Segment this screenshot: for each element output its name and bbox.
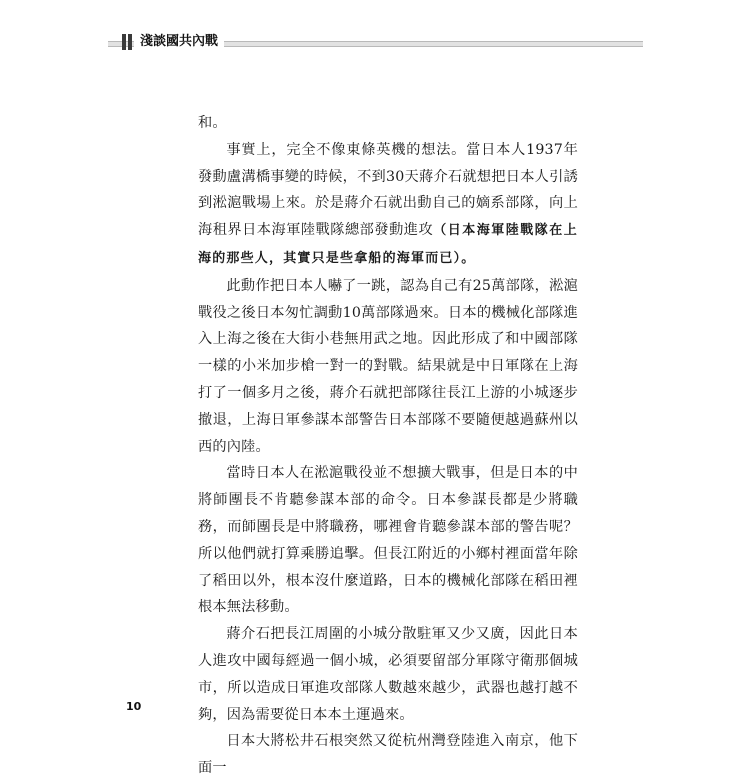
header-tick-mark bbox=[122, 34, 126, 50]
page-number: 10 bbox=[126, 700, 142, 713]
book-title: 淺談國共內戰 bbox=[134, 32, 224, 52]
paragraph-4: 當時日本人在淞滬戰役並不想擴大戰事，但是日本的中將師團長不肯聽參謀本部的命令。日本參謀長都是少將職務，而師團長是中將職務，哪裡會肯聽參謀本部的警告呢？所以他們就打算乘勝追擊。但長江附近的小鄉村裡面當年除了稻田以外，根本沒什麼道路，日本的機械化部隊在稻田裡根本無法移動。 bbox=[198, 465, 578, 616]
paragraph-2: 事實上，完全不像東條英機的想法。當日本人1937年發動盧溝橋事變的時候，不到30天蔣介石就想把日本人引誘到淞滬戰場上來。於是蔣介石就出動自己的嫡系部隊，向上海租界日本海軍陸戰隊總部發動進攻（日本海軍陸戰隊在上海的那些人，其實只是些拿船的海軍而已）。 bbox=[198, 141, 578, 266]
header-tick-mark bbox=[128, 34, 132, 50]
paragraph-3: 此動作把日本人嚇了一跳，認為自己有25萬部隊，淞滬戰役之後日本匆忙調動10萬部隊過來。日本的機械化部隊進入上海之後在大街小巷無用武之地。因此形成了和中國部隊一樣的小米加步槍一對一的對戰。結果就是中日軍隊在上海打了一個多月之後，蔣介石就把部隊往長江上游的小城逐步撤退，上海日軍參謀本部警告日本部隊不要隨便越過蘇州以西的內陸。 bbox=[198, 277, 578, 455]
paragraph-6: 日本大將松井石根突然又從杭州灣登陸進入南京，他下面一 bbox=[198, 733, 578, 777]
body-text bbox=[198, 110, 578, 782]
paragraph-1: 和。 bbox=[198, 115, 227, 131]
paragraph-5: 蔣介石把長江周圍的小城分散駐軍又少又廣，因此日本人進攻中國每經過一個小城，必須要留部分軍隊守衛那個城市，所以造成日軍進攻部隊人數越來越少，武器也越打越不夠，因為需要從日本本土運過來。 bbox=[198, 626, 578, 723]
running-header bbox=[108, 32, 643, 52]
bold-note: （日本海軍陸戰隊在上海的那些人，其實只是些拿船的海軍而已）。 bbox=[198, 223, 578, 266]
